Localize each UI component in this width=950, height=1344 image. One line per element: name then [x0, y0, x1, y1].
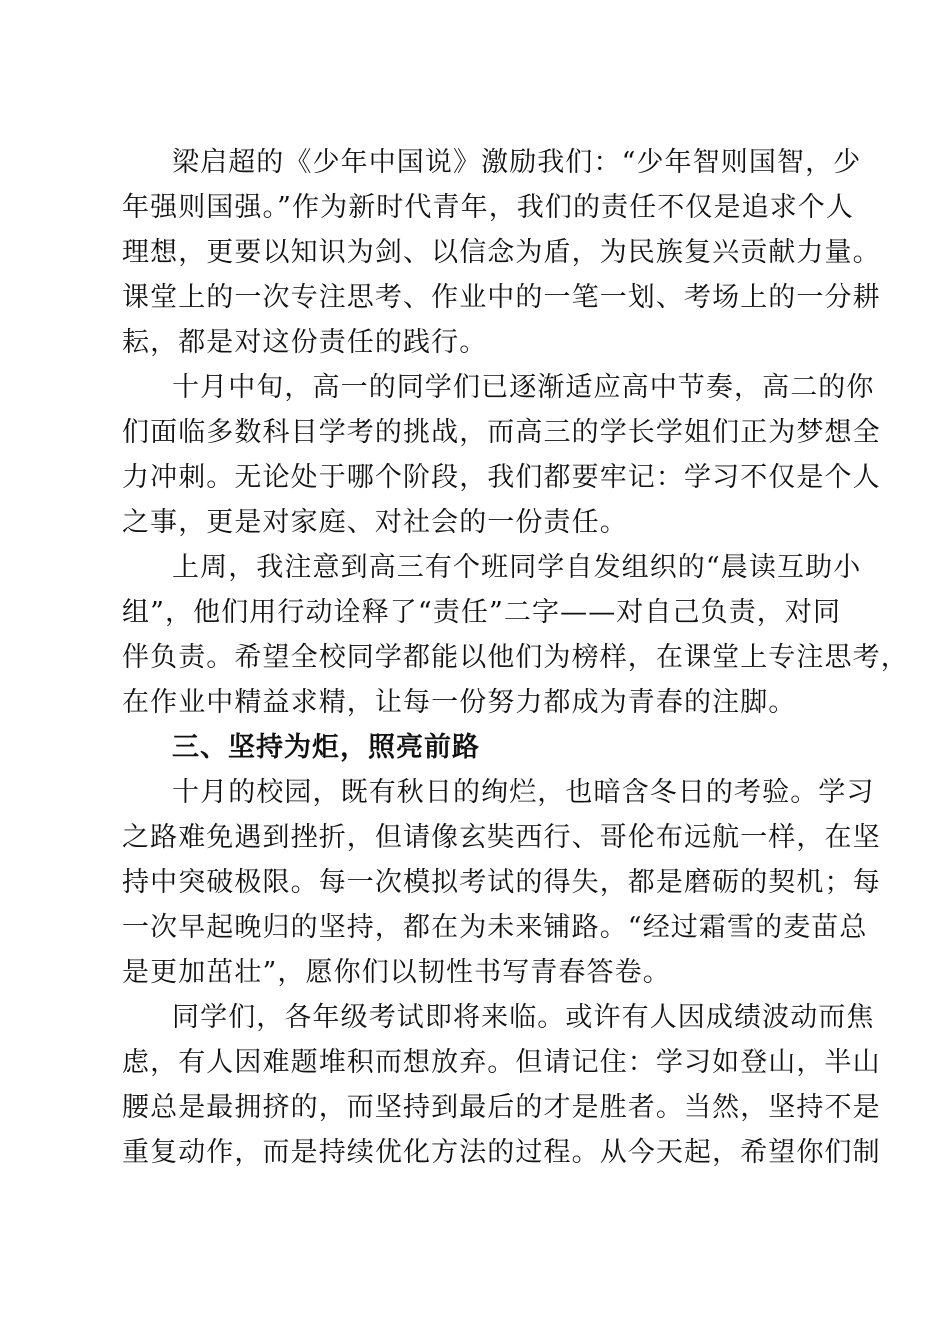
text-line: 们面临多数科目学考的挑战，而高三的学长学姐们正为梦想全	[122, 417, 881, 448]
text-line: 是更加茁壮”，愿你们以韧性书写青春答卷。	[122, 957, 671, 988]
paragraph-october-campus	[122, 770, 881, 995]
text-line: 十月中旬，高一的同学们已逐渐适应高中节奏，高二的你	[172, 372, 875, 403]
paragraph-mid-october	[122, 365, 881, 545]
text-line: 之事，更是对家庭、对社会的一份责任。	[122, 507, 628, 538]
text-line: 之路难免遇到挫折，但请像玄奘西行、哥伦布远航一样，在坚	[122, 822, 881, 853]
paragraph-liang-qichao	[122, 140, 881, 365]
text-line: 年强则国强。”作为新时代青年，我们的责任不仅是追求个人	[122, 192, 855, 223]
paragraph-morning-reading-group	[122, 545, 909, 725]
section-heading: 三、坚持为炬，照亮前路	[172, 732, 480, 763]
text-line: 梁启超的《少年中国说》激励我们：“少年智则国智，少	[172, 147, 862, 178]
text-line: 力冲刺。无论处于哪个阶段，我们都要牢记：学习不仅是个人	[122, 462, 881, 493]
document-body	[122, 140, 909, 1175]
text-line: 腰总是最拥挤的，而坚持到最后的才是胜者。当然，坚持不是	[122, 1092, 881, 1123]
text-line: 重复动作，而是持续优化方法的过程。从今天起，希望你们制	[122, 1137, 881, 1168]
paragraph-exams-coming	[122, 995, 881, 1175]
text-line: 课堂上的一次专注思考、作业中的一笔一划、考场上的一分耕	[122, 282, 881, 313]
text-line: 在作业中精益求精，让每一份努力都成为青春的注脚。	[122, 687, 797, 718]
text-line: 理想，更要以知识为剑、以信念为盾，为民族复兴贡献力量。	[122, 237, 881, 268]
text-line: 上周，我注意到高三有个班同学自发组织的“晨读互助小	[172, 552, 862, 583]
text-line: 耘，都是对这份责任的践行。	[122, 327, 488, 358]
text-line: 同学们，各年级考试即将来临。或许有人因成绩波动而焦	[172, 1002, 875, 1033]
text-line: 一次早起晚归的坚持，都在为未来铺路。“经过霜雪的麦苗总	[122, 912, 868, 943]
text-line: 虑，有人因难题堆积而想放弃。但请记住：学习如登山，半山	[122, 1047, 881, 1078]
text-line: 十月的校园，既有秋日的绚烂，也暗含冬日的考验。学习	[172, 777, 875, 808]
text-line: 组”，他们用行动诠释了“责任”二字——对自己负责，对同	[122, 597, 842, 628]
text-line: 持中突破极限。每一次模拟考试的得失，都是磨砺的契机；每	[122, 867, 881, 898]
text-line: 伴负责。希望全校同学都能以他们为榜样，在课堂上专注思考，	[122, 642, 909, 673]
